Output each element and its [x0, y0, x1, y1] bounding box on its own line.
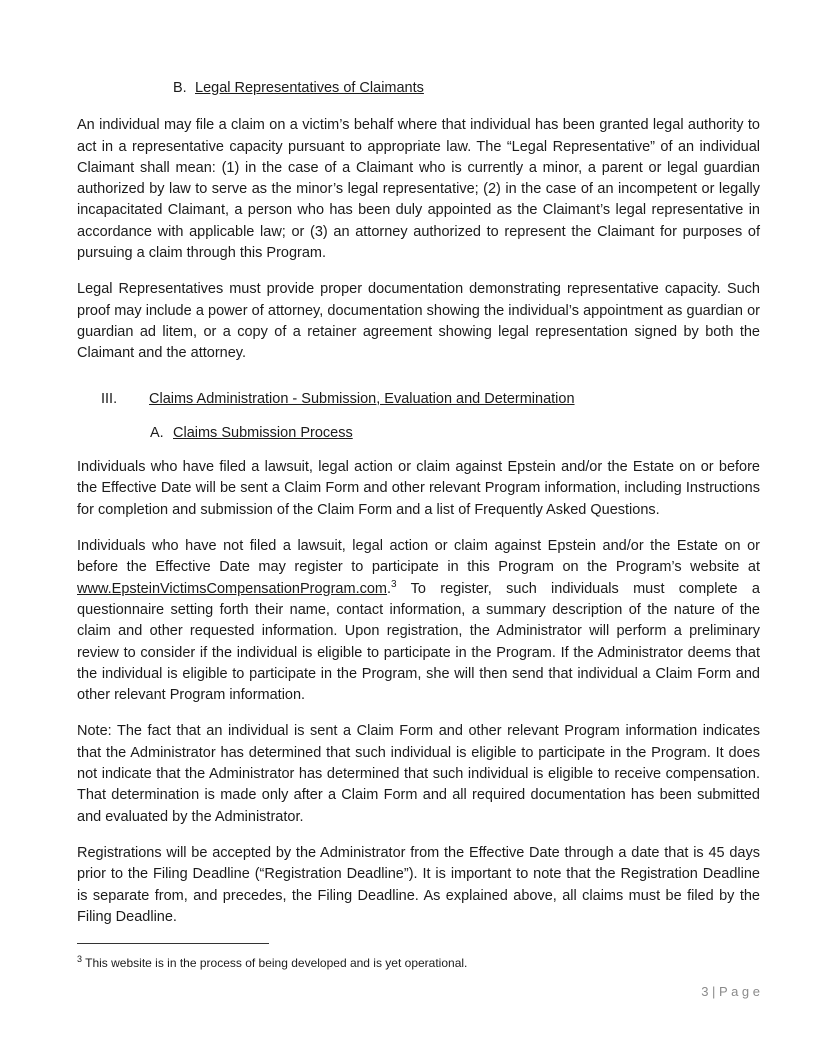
paragraph-registration-after-ref: To register, such individuals must complete a questionnaire setting forth their name, contact information, a summary description of the nature of the claim and other requested information. Upon registration, the Administrator will perform a preliminary review to consider if the individual is eligible to participate in the Program. If the Administrator deems that the individual is eligible to participate in the Program, she will then send that individual a Claim Form and other relevant Program information.	[77, 580, 760, 704]
section-heading-b-text: Legal Representatives of Claimants	[195, 80, 424, 96]
page-number: 3 | P a g e	[701, 984, 760, 1000]
paragraph-registration-deadline: Registrations will be accepted by the Administrator from the Effective Date through a date that is 45 days prior to the Filing Deadline (“Registration Deadline”). It is important to note that the Registration Deadline is separate from, and precedes, the Filing Deadline. As explained above, all claims must be filed by the Filing Deadline.	[77, 844, 760, 925]
paragraph-registration	[77, 536, 760, 706]
paragraph-registration-before-link: Individuals who have not filed a lawsuit, legal action or claim against Epstein and/or the Estate on or before the Effective Date may register to participate in this Program on the Program’s website at	[77, 538, 760, 576]
section-heading-iii-text: Claims Administration - Submission, Evaluation and Determination	[149, 390, 575, 407]
footnote-marker: 3	[77, 954, 83, 965]
section-heading-b	[173, 78, 760, 99]
footnote-separator	[77, 943, 269, 944]
paragraph-legal-authority: An individual may file a claim on a victim’s behalf where that individual has been granted legal authority to act in a representative capacity pursuant to appropriate law. The “Legal Representative” of an individual Claimant shall mean: (1) in the case of a Claimant who is currently a minor, a parent or legal guardian authorized by law to serve as the minor’s legal representative; (2) in the case of an incompetent or legally incapacitated Claimant, a person who has been duly appointed as the Claimant’s legal representative in accordance with applicable law; or (3) an attorney authorized to represent the Claimant for purposes of pursuing a claim through this Program.	[77, 117, 760, 262]
footnote-area	[77, 943, 760, 971]
section-heading-b-prefix: B.	[173, 80, 187, 96]
section-heading-a-text: Claims Submission Process	[173, 424, 353, 441]
paragraph-note-eligibility: Note: The fact that an individual is sent a Claim Form and other relevant Program information indicates that the Administrator has determined that such individual is eligible to participate in the Program. It does not indicate that the Administrator has determined that such individual is eligible to receive compensation. That determination is made only after a Claim Form and all required documentation has been submitted and evaluated by the Administrator.	[77, 723, 760, 825]
paragraph-representative-documentation: Legal Representatives must provide proper documentation demonstrating representative capacity. Such proof may include a power of attorney, documentation showing the individual’s appointment as guardian or guardian ad litem, or a copy of a retainer agreement showing legal representation signed by both the Claimant and the attorney.	[77, 281, 760, 362]
section-heading-iii	[101, 389, 760, 410]
section-heading-a	[150, 423, 760, 444]
section-heading-a-prefix: A.	[150, 424, 164, 441]
footnote-text-row	[77, 951, 760, 971]
document-body	[77, 78, 760, 943]
program-website-link[interactable]: www.EpsteinVictimsCompensationProgram.com	[77, 580, 387, 597]
footnote-reference: 3	[391, 578, 397, 590]
footnote-text: This website is in the process of being developed and is yet operational.	[82, 956, 468, 971]
paragraph-filed-claims: Individuals who have filed a lawsuit, legal action or claim against Epstein and/or the Estate on or before the Effective Date will be sent a Claim Form and other relevant Program information, including Instructions for completion and submission of the Claim Form and a list of Frequently Asked Questions.	[77, 459, 760, 518]
section-heading-iii-prefix: III.	[101, 390, 118, 407]
paragraph-registration-after-link: .	[387, 580, 392, 597]
